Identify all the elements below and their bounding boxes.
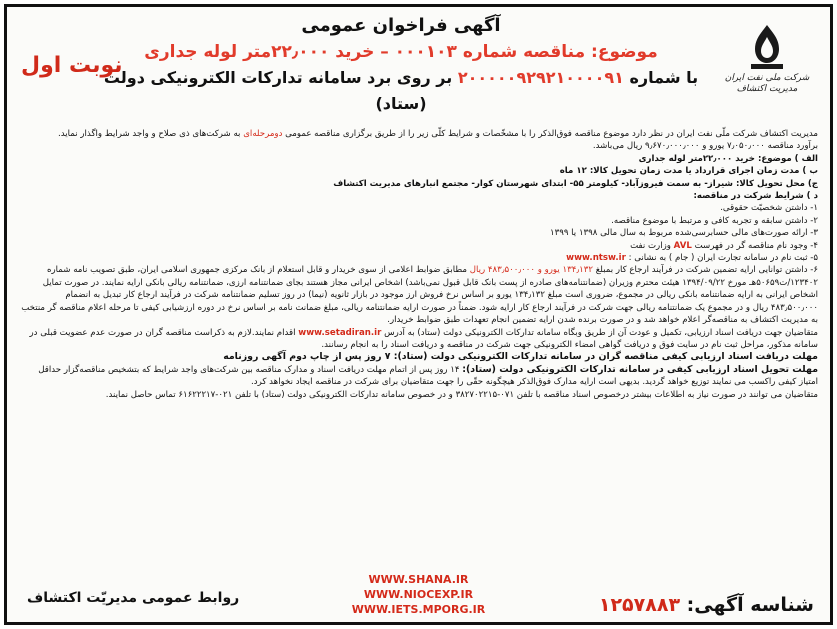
public-relations-signature: روابط عمومی مدیریّت اکتشاف: [27, 590, 240, 606]
shana-link[interactable]: WWW.SHANA.IR: [368, 573, 469, 586]
condition-item-3: ۳- ارائه صورت‌های مالی حسابرسی‌شده مربوط به سال مالی ۱۳۹۸ یا ۱۳۹۹: [549, 228, 818, 239]
announcement-footer: [17, 572, 820, 628]
announcement-id: [599, 594, 814, 616]
item4-text-1: ۴- وجود نام مناقصه گر در فهرست: [694, 240, 818, 251]
intro-two-stage: دومرحله‌ای: [243, 129, 283, 139]
deadline-submit-label: مهلت تحویل اسناد ارزیابی کیفی در سامانه تدارکات الکترونیکی دولت (ستاد):: [462, 363, 818, 375]
footer-links: [352, 572, 486, 617]
item6-text-2: مطابق ضوابط اعلامی از سوی خریدار و قابل استعلام از بانک مرکزی جمهوری اسلامی ایران، طبق تصویب نامه شماره ۱۲۳۴۰۲/ت۵۰۶۵۹هـ مورخ ۱۳۹۴/۰۹/۲۲ هیئت محترم وزیران (ضمانتنامه‌های صادره از پست بانک قابل قبول نمی‌باشد) اشخاص ایرانی مجاز هستند بجای ضمانتنامه ارزی، ضمانتنامه ریالی بانکی ارایه نمایند. در صورت تمایل اشخاص ایرانی به ارایه ضمانتنامه بانکی ریالی در مجموع، ضروری است مبلغ ۱۳۴٫۱۳۲ یورو بر اساس نرخ فروش ارز موجود در بازار ثانویه (نیما) در روز تسلیم ضمانتنامه شرکت در فرآیند ارجاع کار تبدیل به انضمام ۴۸۳٫۵۰۰٫۰۰۰ ریال و در مجموع یک ضمانتنامه ریالی جهت شرکت در فرآیند ارجاع کار ارایه شود. ضمناً در صورت ارایه ضمانتنامه ریالی، مبلغ ضمانت نامه بر اساس نرخ در دوره ارزشیابی کیفی تا مرحله اعلام مناقصه گر منتخب به مدیریت اکتشاف به مناقصه‌گر اعلام خواهد شد و در صورت برنده شدن ارایه تضمین انجام تعهدات طبق ضوابط خریدار.: [21, 265, 818, 326]
tender-prefix: با شماره: [629, 68, 699, 87]
logo-line-2: مدیریت اکتشاف: [736, 84, 798, 94]
condition-item-6: [19, 264, 818, 326]
iets-link[interactable]: WWW.IETS.MPORG.IR: [351, 603, 486, 616]
condition-item-4: [19, 240, 818, 252]
announcement-subject: موضوع: مناقصه شماره ۰۰۰۱۰۳ – خرید ۲۲٫۰۰۰متر لوله جداری: [144, 42, 658, 62]
ntsw-link[interactable]: www.ntsw.ir: [566, 253, 626, 264]
nioc-emblem-icon: [741, 21, 793, 73]
condition-item-1: ۱- داشتن شخصیّت حقوقی.: [720, 203, 818, 214]
nioc-logo: [722, 21, 812, 121]
tender-suffix: بر روی برد سامانه تدارکات الکترونیکی دولت (ستاد): [103, 68, 453, 113]
intro-paragraph: [19, 128, 818, 140]
announcement-frame: [4, 4, 833, 625]
condition-item-2: ۲- داشتن سابقه و تجربه کافی و مرتبط با موضوع مناقصه.: [611, 215, 818, 226]
setad-link[interactable]: www.setadiran.ir: [298, 327, 382, 338]
item4-text-2: وزارت نفت: [630, 240, 671, 251]
item6-text-1: ۶- داشتن توانایی ارایه تضمین شرکت در فرآیند ارجاع کار بمبلغ: [595, 265, 818, 276]
niocexp-link[interactable]: WWW.NIOCEXP.IR: [363, 588, 474, 601]
guarantee-amount: ۱۳۴٫۱۳۲ یورو و ۴۸۳٫۵۰۰٫۰۰۰ ریال: [469, 265, 593, 276]
condition-item-5: [19, 252, 818, 264]
estimate-line: برآورد مناقصه ۷٫۰۵۰٫۰۰۰ یورو و ۹٫۶۷۰٫۰۰۰٫۰۰۰ ریال می‌باشد.: [592, 141, 818, 152]
announcement-id-number: ۱۲۵۷۸۸۳: [598, 594, 681, 616]
announcement-title: آگهی فراخوان عمومی: [301, 15, 501, 36]
deadline-receive-docs: مهلت دریافت اسناد ارزیابی کیفی مناقصه گران در سامانه تدارکات الکترونیکی دولت (ستاد): ۷ روز پس از چاپ دوم آگهی روزنامه: [223, 351, 818, 363]
deadline-submit-text: ۱۴ روز پس از اتمام مهلت دریافت اسناد و مدارک مناقصه بین شرکت‌های واجد شرایط که بتشخیص مناقصه‌گزار حداقل امتیاز کیفی راکسب می نمایند توزیع خواهد گردید. بدیهی است ارایه مدارک فوق‌الذکر هیچگونه حقّی را جهت متقاضیان برای شرکت در مناقصه ایجاد نخواهد کرد.: [38, 364, 818, 388]
deadline-submit-docs: [19, 364, 818, 389]
avl-label: AVL: [673, 240, 692, 251]
setad-paragraph: [19, 327, 818, 352]
announcement-body: [19, 128, 818, 401]
item5-text: ۵- ثبت نام در سامانه تجارت ایران ( جام ) به نشانی :: [628, 253, 818, 264]
setad-text-2: اقدام نمایند.لازم به ذکراست مناقصه گران در صورت عدم عضویت قبلی در سامانه مذکور، مراحل ثبت نام در سایت فوق و دریافت گواهی امضاء الکترونیکی جهت شرکت در مناقصه و دریافت اسناد را به انجام رسانند.: [29, 327, 818, 350]
tender-number-line: [97, 65, 705, 117]
intro-text-1: مدیریت اکتشاف شرکت ملّی نفت ایران در نظر دارد موضوع مناقصه فوق‌الذکر را با مشخّصات و شرایط کلّی زیر را از طریق برگزاری مناقصه عمومی: [285, 129, 818, 139]
contact-paragraph: متقاضیان می توانند در صورت نیاز به اطلاعات بیشتر درخصوص اسناد مناقصه با تلفن ۰۷۱-۳۸۲۷۰۲۲۱۵ و در خصوص سامانه تدارکات الکترونیکی دولت (ستاد) با تلفن ۰۲۱-۶۱۶۲۲۲۱۷ تماس حاصل نمایند.: [105, 389, 818, 400]
intro-text-2: به شرکت‌های ذی صلاح و واجد شرایط واگذار نماید.: [58, 129, 241, 139]
logo-line-1: شرکت ملی نفت ایران: [724, 73, 810, 83]
setad-text-1: متقاضیان جهت دریافت اسناد ارزیابی، تکمیل و عودت آن از طریق وبگاه سامانه تدارکات الکترونیکی دولت (ستاد) به آدرس: [384, 327, 818, 338]
section-b: ب ) مدت زمان اجرای قرارداد یا مدت زمان تحویل کالا: ۱۲ ماه: [559, 166, 818, 177]
section-c: ج) محل تحویل کالا: شیراز- به سمت فیروزآباد- کیلومتر ۵۵- ابتدای شهرستان کوار- مجتمع انبارهای مدیریت اکتشاف: [333, 178, 818, 189]
first-publication-badge: نوبت اول: [21, 53, 123, 78]
announcement-id-label: شناسه آگهی:: [686, 594, 814, 616]
tender-number: ۲۰۰۰۰۰۹۲۹۲۱۰۰۰۰۹۱: [457, 68, 624, 87]
section-d: د ) شرایط شرکت در مناقصه:: [693, 191, 818, 202]
announcement-header: [97, 13, 705, 117]
section-a: الف ) موضوع: خرید ۲۲٫۰۰۰متر لوله جداری: [638, 153, 818, 164]
